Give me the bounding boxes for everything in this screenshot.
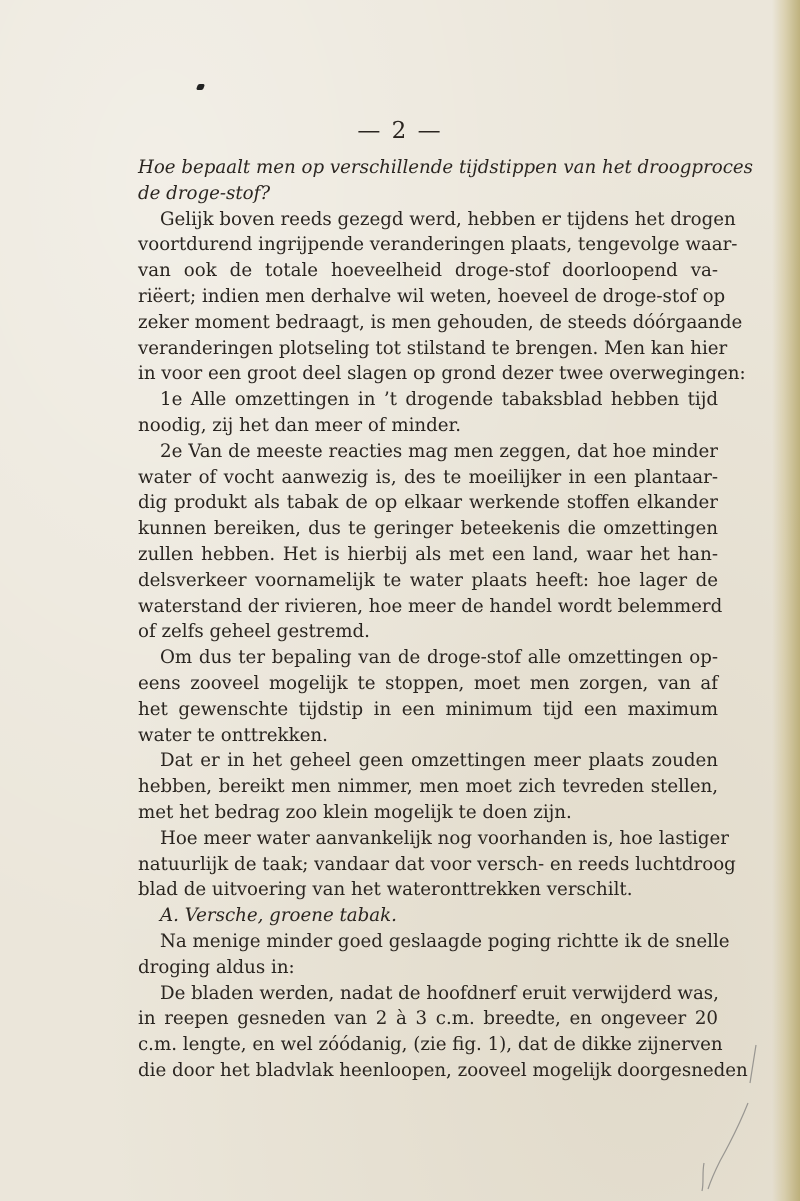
text-line: voortdurend ingrijpende veranderingen plaats, tengevolge waar-	[138, 234, 738, 256]
text-line: die door het bladvlak heenloopen, zooveel mogelijk doorgesneden	[138, 1059, 748, 1081]
text-line: natuurlijk de taak; vandaar dat voor versch- en reeds luchtdroog	[138, 853, 736, 875]
text-line: waterstand der rivieren, hoe meer de handel wordt belemmerd	[138, 595, 723, 617]
text-line: noodig, zij het dan meer of minder.	[138, 414, 462, 436]
text-line: dig produkt als tabak de op elkaar werkende stoffen elkander	[138, 492, 718, 514]
text-line: 2e Van de meeste reacties mag men zeggen, dat hoe minder	[160, 440, 718, 462]
text-line: riëert; indien men derhalve wil weten, hoeveel de droge-stof op	[138, 285, 726, 307]
text-line: in voor een groot deel slagen op grond dezer twee overwegingen:	[138, 363, 746, 385]
text-line: zullen hebben. Het is hierbij als met een land, waar het han-	[138, 543, 718, 565]
text-line: Om dus ter bepaling van de droge-stof alle omzettingen op-	[160, 647, 718, 669]
text-line: de droge-stof?	[138, 182, 271, 204]
text-line: blad de uitvoering van het wateronttrekken verschilt.	[138, 879, 633, 901]
text-line: of zelfs geheel gestremd.	[138, 621, 370, 643]
text-line: water te onttrekken.	[138, 724, 328, 746]
page-edge-discoloration	[772, 0, 800, 1201]
ink-mark	[196, 84, 205, 90]
text-line: Hoe meer water aanvankelijk nog voorhanden is, hoe lastiger	[160, 827, 729, 849]
text-line: De bladen werden, nadat de hoofdnerf eruit verwijderd was,	[160, 982, 719, 1004]
text-line: delsverkeer voornamelijk te water plaats heeft: hoe lager de	[138, 569, 718, 591]
text-line: droging aldus in:	[138, 956, 295, 978]
page-number: — 2 —	[357, 118, 443, 144]
text-line: van ook de totale hoeveelheid droge-stof doorloopend va-	[138, 260, 718, 282]
text-line: het gewenschte tijdstip in een minimum tijd een maximum	[138, 698, 718, 720]
text-line: A. Versche, groene tabak.	[160, 905, 397, 927]
text-line: kunnen bereiken, dus te geringer beteekenis die omzettingen	[138, 518, 718, 540]
text-line: zeker moment bedraagt, is men gehouden, de steeds dóórgaande	[138, 311, 743, 333]
text-line: water of vocht aanwezig is, des te moeilijker in een plantaar-	[138, 466, 718, 488]
text-line: Na menige minder goed geslaagde poging richtte ik de snelle	[160, 930, 730, 952]
text-line: eens zooveel mogelijk te stoppen, moet men zorgen, van af	[138, 672, 718, 694]
text-line: Gelijk boven reeds gezegd werd, hebben er tijdens het drogen	[160, 208, 736, 230]
text-line: Hoe bepaalt men op verschillende tijdstippen van het droogproces	[138, 157, 753, 178]
text-line: c.m. lengte, en wel zóódanig, (zie fig. 1), dat de dikke zijnerven	[138, 1034, 723, 1056]
text-line: veranderingen plotseling tot stilstand te brengen. Men kan hier	[138, 337, 728, 359]
text-line: in reepen gesneden van 2 à 3 c.m. breedte, en ongeveer 20	[138, 1008, 718, 1030]
text-line: hebben, bereikt men nimmer, men moet zich tevreden stellen,	[138, 776, 718, 798]
text-line: Dat er in het geheel geen omzettingen meer plaats zouden	[160, 750, 718, 772]
body-text	[138, 155, 753, 1084]
text-line: met het bedrag zoo klein mogelijk te doen zijn.	[138, 801, 572, 823]
text-line: 1e Alle omzettingen in ’t drogende tabaksblad hebben tijd	[160, 389, 718, 411]
pencil-mark	[690, 1043, 760, 1193]
